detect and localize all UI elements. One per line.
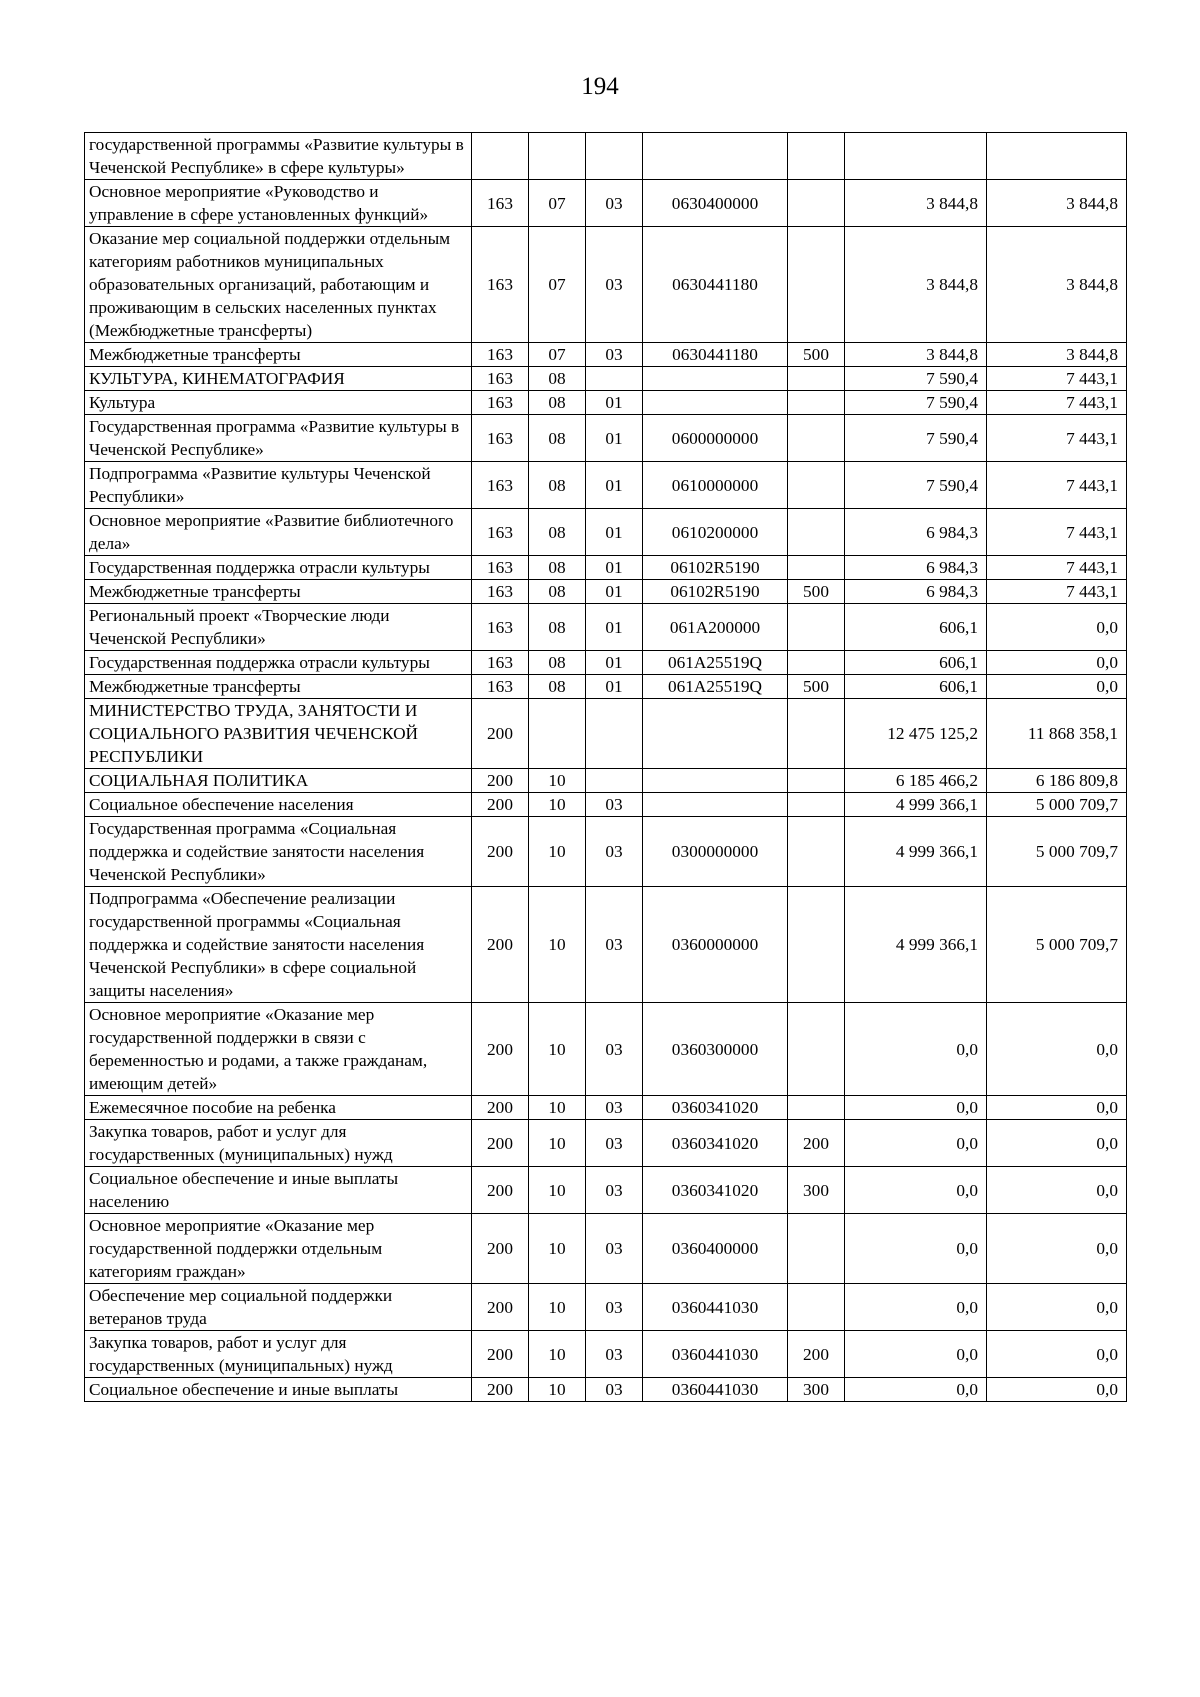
- expense-type-cell: 200: [788, 1331, 845, 1378]
- sum-year-2-cell: 0,0: [987, 651, 1127, 675]
- sum-year-2-cell: 0,0: [987, 675, 1127, 699]
- sum-year-2-cell: 7 443,1: [987, 415, 1127, 462]
- subsection-code-cell: 01: [586, 651, 643, 675]
- target-article-cell: 0360400000: [643, 1214, 788, 1284]
- sum-year-2-cell: 0,0: [987, 604, 1127, 651]
- expense-type-cell: [788, 1284, 845, 1331]
- target-article-cell: 06102R5190: [643, 556, 788, 580]
- sum-year-1-cell: 0,0: [845, 1378, 987, 1402]
- section-code-cell: 10: [529, 817, 586, 887]
- admin-code-cell: 163: [472, 604, 529, 651]
- expense-type-cell: [788, 1214, 845, 1284]
- admin-code-cell: 163: [472, 391, 529, 415]
- row-name-cell: Основное мероприятие «Развитие библиотечного дела»: [85, 509, 472, 556]
- sum-year-1-cell: 0,0: [845, 1331, 987, 1378]
- subsection-code-cell: 01: [586, 391, 643, 415]
- section-code-cell: 08: [529, 580, 586, 604]
- sum-year-1-cell: 0,0: [845, 1003, 987, 1096]
- table-row: [85, 509, 1127, 556]
- expense-type-cell: [788, 180, 845, 227]
- target-article-cell: 06102R5190: [643, 580, 788, 604]
- sum-year-1-cell: 7 590,4: [845, 391, 987, 415]
- section-code-cell: 10: [529, 769, 586, 793]
- table-row: [85, 343, 1127, 367]
- budget-table: [84, 132, 1127, 1402]
- section-code-cell: 08: [529, 462, 586, 509]
- target-article-cell: 061A25519Q: [643, 651, 788, 675]
- subsection-code-cell: 01: [586, 462, 643, 509]
- subsection-code-cell: 03: [586, 1331, 643, 1378]
- sum-year-1-cell: 0,0: [845, 1214, 987, 1284]
- section-code-cell: [529, 699, 586, 769]
- section-code-cell: 10: [529, 887, 586, 1003]
- table-row: [85, 367, 1127, 391]
- subsection-code-cell: 01: [586, 556, 643, 580]
- expense-type-cell: [788, 415, 845, 462]
- subsection-code-cell: 03: [586, 1003, 643, 1096]
- admin-code-cell: 200: [472, 817, 529, 887]
- subsection-code-cell: 01: [586, 675, 643, 699]
- row-name-cell: Региональный проект «Творческие люди Чеченской Республики»: [85, 604, 472, 651]
- target-article-cell: 061A200000: [643, 604, 788, 651]
- expense-type-cell: [788, 604, 845, 651]
- subsection-code-cell: 03: [586, 817, 643, 887]
- section-code-cell: 10: [529, 1096, 586, 1120]
- row-name-cell: Обеспечение мер социальной поддержки ветеранов труда: [85, 1284, 472, 1331]
- section-code-cell: 07: [529, 180, 586, 227]
- expense-type-cell: 300: [788, 1167, 845, 1214]
- expense-type-cell: 500: [788, 343, 845, 367]
- sum-year-2-cell: 0,0: [987, 1096, 1127, 1120]
- sum-year-2-cell: 11 868 358,1: [987, 699, 1127, 769]
- admin-code-cell: 163: [472, 180, 529, 227]
- expense-type-cell: [788, 1003, 845, 1096]
- row-name-cell: Государственная программа «Социальная поддержка и содействие занятости населения Чеченской Республики»: [85, 817, 472, 887]
- sum-year-1-cell: 0,0: [845, 1096, 987, 1120]
- target-article-cell: 0360000000: [643, 887, 788, 1003]
- subsection-code-cell: [586, 769, 643, 793]
- sum-year-2-cell: 7 443,1: [987, 367, 1127, 391]
- subsection-code-cell: 03: [586, 887, 643, 1003]
- admin-code-cell: 163: [472, 675, 529, 699]
- sum-year-1-cell: 12 475 125,2: [845, 699, 987, 769]
- subsection-code-cell: 01: [586, 509, 643, 556]
- section-code-cell: 07: [529, 343, 586, 367]
- target-article-cell: 0630441180: [643, 343, 788, 367]
- section-code-cell: 10: [529, 1003, 586, 1096]
- sum-year-2-cell: 7 443,1: [987, 391, 1127, 415]
- table-row: [85, 556, 1127, 580]
- sum-year-1-cell: 4 999 366,1: [845, 793, 987, 817]
- admin-code-cell: 200: [472, 887, 529, 1003]
- sum-year-1-cell: 6 984,3: [845, 509, 987, 556]
- target-article-cell: [643, 391, 788, 415]
- sum-year-1-cell: 6 185 466,2: [845, 769, 987, 793]
- subsection-code-cell: 03: [586, 1096, 643, 1120]
- section-code-cell: 10: [529, 1331, 586, 1378]
- expense-type-cell: [788, 462, 845, 509]
- section-code-cell: 10: [529, 1214, 586, 1284]
- subsection-code-cell: 01: [586, 580, 643, 604]
- row-name-cell: Государственная программа «Развитие культуры в Чеченской Республике»: [85, 415, 472, 462]
- target-article-cell: 0360441030: [643, 1378, 788, 1402]
- table-row: [85, 1096, 1127, 1120]
- sum-year-2-cell: 0,0: [987, 1331, 1127, 1378]
- admin-code-cell: 200: [472, 1331, 529, 1378]
- expense-type-cell: [788, 651, 845, 675]
- sum-year-2-cell: 3 844,8: [987, 180, 1127, 227]
- row-name-cell: Межбюджетные трансферты: [85, 580, 472, 604]
- section-code-cell: 08: [529, 509, 586, 556]
- admin-code-cell: 163: [472, 509, 529, 556]
- section-code-cell: 10: [529, 1167, 586, 1214]
- row-name-cell: Социальное обеспечение и иные выплаты населению: [85, 1167, 472, 1214]
- expense-type-cell: [788, 1096, 845, 1120]
- row-name-cell: КУЛЬТУРА, КИНЕМАТОГРАФИЯ: [85, 367, 472, 391]
- row-name-cell: Закупка товаров, работ и услуг для государственных (муниципальных) нужд: [85, 1120, 472, 1167]
- expense-type-cell: [788, 227, 845, 343]
- section-code-cell: 10: [529, 1284, 586, 1331]
- subsection-code-cell: [586, 133, 643, 180]
- sum-year-2-cell: 7 443,1: [987, 462, 1127, 509]
- subsection-code-cell: 03: [586, 1167, 643, 1214]
- section-code-cell: [529, 133, 586, 180]
- table-row: [85, 133, 1127, 180]
- admin-code-cell: 163: [472, 462, 529, 509]
- target-article-cell: [643, 367, 788, 391]
- sum-year-2-cell: 7 443,1: [987, 556, 1127, 580]
- sum-year-1-cell: 0,0: [845, 1120, 987, 1167]
- table-row: [85, 1284, 1127, 1331]
- admin-code-cell: 200: [472, 1096, 529, 1120]
- table-row: [85, 180, 1127, 227]
- subsection-code-cell: [586, 367, 643, 391]
- section-code-cell: 10: [529, 1378, 586, 1402]
- sum-year-2-cell: [987, 133, 1127, 180]
- target-article-cell: 0360441030: [643, 1284, 788, 1331]
- subsection-code-cell: 03: [586, 1214, 643, 1284]
- row-name-cell: Основное мероприятие «Оказание мер государственной поддержки отдельным категориям граждан»: [85, 1214, 472, 1284]
- section-code-cell: 07: [529, 227, 586, 343]
- admin-code-cell: 200: [472, 1120, 529, 1167]
- table-row: [85, 604, 1127, 651]
- sum-year-1-cell: [845, 133, 987, 180]
- sum-year-2-cell: 7 443,1: [987, 509, 1127, 556]
- subsection-code-cell: 03: [586, 1284, 643, 1331]
- expense-type-cell: [788, 793, 845, 817]
- sum-year-1-cell: 606,1: [845, 651, 987, 675]
- admin-code-cell: 163: [472, 415, 529, 462]
- expense-type-cell: 500: [788, 580, 845, 604]
- sum-year-2-cell: 5 000 709,7: [987, 887, 1127, 1003]
- sum-year-1-cell: 606,1: [845, 604, 987, 651]
- expense-type-cell: [788, 367, 845, 391]
- admin-code-cell: 200: [472, 1003, 529, 1096]
- target-article-cell: 0360441030: [643, 1331, 788, 1378]
- sum-year-2-cell: 0,0: [987, 1214, 1127, 1284]
- admin-code-cell: 163: [472, 580, 529, 604]
- section-code-cell: 08: [529, 675, 586, 699]
- expense-type-cell: [788, 699, 845, 769]
- table-row: [85, 1378, 1127, 1402]
- expense-type-cell: [788, 887, 845, 1003]
- sum-year-1-cell: 7 590,4: [845, 462, 987, 509]
- target-article-cell: 0300000000: [643, 817, 788, 887]
- admin-code-cell: 163: [472, 651, 529, 675]
- admin-code-cell: 200: [472, 1378, 529, 1402]
- sum-year-1-cell: 0,0: [845, 1284, 987, 1331]
- table-row: [85, 462, 1127, 509]
- target-article-cell: 0630400000: [643, 180, 788, 227]
- row-name-cell: Основное мероприятие «Оказание мер государственной поддержки в связи с беременностью и родами, а также гражданам, имеющим детей»: [85, 1003, 472, 1096]
- expense-type-cell: [788, 133, 845, 180]
- subsection-code-cell: 03: [586, 793, 643, 817]
- row-name-cell: Основное мероприятие «Руководство и управление в сфере установленных функций»: [85, 180, 472, 227]
- admin-code-cell: 200: [472, 769, 529, 793]
- admin-code-cell: 163: [472, 227, 529, 343]
- table-row: [85, 1167, 1127, 1214]
- sum-year-2-cell: 0,0: [987, 1003, 1127, 1096]
- section-code-cell: 08: [529, 391, 586, 415]
- row-name-cell: Оказание мер социальной поддержки отдельным категориям работников муниципальных образовательных организаций, работающим и проживающим в сельских населенных пунктах (Межбюджетные трансферты): [85, 227, 472, 343]
- subsection-code-cell: 03: [586, 343, 643, 367]
- expense-type-cell: [788, 509, 845, 556]
- row-name-cell: Государственная поддержка отрасли культуры: [85, 651, 472, 675]
- expense-type-cell: [788, 769, 845, 793]
- subsection-code-cell: 01: [586, 415, 643, 462]
- target-article-cell: [643, 769, 788, 793]
- table-row: [85, 1331, 1127, 1378]
- sum-year-2-cell: 0,0: [987, 1120, 1127, 1167]
- sum-year-1-cell: 3 844,8: [845, 180, 987, 227]
- target-article-cell: 0600000000: [643, 415, 788, 462]
- sum-year-1-cell: 4 999 366,1: [845, 887, 987, 1003]
- target-article-cell: [643, 133, 788, 180]
- table-row: [85, 415, 1127, 462]
- table-row: [85, 1120, 1127, 1167]
- subsection-code-cell: 03: [586, 180, 643, 227]
- expense-type-cell: [788, 391, 845, 415]
- table-row: [85, 817, 1127, 887]
- expense-type-cell: 200: [788, 1120, 845, 1167]
- table-row: [85, 1214, 1127, 1284]
- section-code-cell: 10: [529, 793, 586, 817]
- expense-type-cell: 500: [788, 675, 845, 699]
- sum-year-1-cell: 3 844,8: [845, 227, 987, 343]
- subsection-code-cell: 03: [586, 1120, 643, 1167]
- admin-code-cell: 200: [472, 793, 529, 817]
- row-name-cell: МИНИСТЕРСТВО ТРУДА, ЗАНЯТОСТИ И СОЦИАЛЬНОГО РАЗВИТИЯ ЧЕЧЕНСКОЙ РЕСПУБЛИКИ: [85, 699, 472, 769]
- row-name-cell: Ежемесячное пособие на ребенка: [85, 1096, 472, 1120]
- subsection-code-cell: [586, 699, 643, 769]
- target-article-cell: 0360300000: [643, 1003, 788, 1096]
- row-name-cell: СОЦИАЛЬНАЯ ПОЛИТИКА: [85, 769, 472, 793]
- table-row: [85, 887, 1127, 1003]
- sum-year-1-cell: 7 590,4: [845, 415, 987, 462]
- sum-year-2-cell: 7 443,1: [987, 580, 1127, 604]
- row-name-cell: Закупка товаров, работ и услуг для государственных (муниципальных) нужд: [85, 1331, 472, 1378]
- table-row: [85, 1003, 1127, 1096]
- expense-type-cell: [788, 817, 845, 887]
- admin-code-cell: 163: [472, 343, 529, 367]
- row-name-cell: Межбюджетные трансферты: [85, 343, 472, 367]
- row-name-cell: Подпрограмма «Развитие культуры Чеченской Республики»: [85, 462, 472, 509]
- section-code-cell: 08: [529, 651, 586, 675]
- sum-year-1-cell: 4 999 366,1: [845, 817, 987, 887]
- subsection-code-cell: 03: [586, 1378, 643, 1402]
- sum-year-1-cell: 606,1: [845, 675, 987, 699]
- row-name-cell: Подпрограмма «Обеспечение реализации государственной программы «Социальная поддержка и содействие занятости населения Чеченской Республики» в сфере социальной защиты населения»: [85, 887, 472, 1003]
- admin-code-cell: 200: [472, 1284, 529, 1331]
- sum-year-2-cell: 5 000 709,7: [987, 817, 1127, 887]
- table-row: [85, 675, 1127, 699]
- admin-code-cell: 200: [472, 699, 529, 769]
- section-code-cell: 08: [529, 556, 586, 580]
- budget-table-body: [85, 133, 1127, 1402]
- sum-year-2-cell: 0,0: [987, 1378, 1127, 1402]
- section-code-cell: 08: [529, 415, 586, 462]
- target-article-cell: 061A25519Q: [643, 675, 788, 699]
- target-article-cell: 0610000000: [643, 462, 788, 509]
- table-row: [85, 769, 1127, 793]
- table-row: [85, 227, 1127, 343]
- table-row: [85, 699, 1127, 769]
- row-name-cell: Государственная поддержка отрасли культуры: [85, 556, 472, 580]
- row-name-cell: Межбюджетные трансферты: [85, 675, 472, 699]
- sum-year-1-cell: 3 844,8: [845, 343, 987, 367]
- admin-code-cell: [472, 133, 529, 180]
- section-code-cell: 08: [529, 604, 586, 651]
- row-name-cell: государственной программы «Развитие культуры в Чеченской Республике» в сфере культуры»: [85, 133, 472, 180]
- table-row: [85, 580, 1127, 604]
- admin-code-cell: 163: [472, 367, 529, 391]
- subsection-code-cell: 03: [586, 227, 643, 343]
- row-name-cell: Социальное обеспечение и иные выплаты: [85, 1378, 472, 1402]
- table-row: [85, 651, 1127, 675]
- sum-year-1-cell: 6 984,3: [845, 556, 987, 580]
- target-article-cell: 0630441180: [643, 227, 788, 343]
- row-name-cell: Социальное обеспечение населения: [85, 793, 472, 817]
- page-number: 194: [581, 73, 619, 100]
- expense-type-cell: 300: [788, 1378, 845, 1402]
- target-article-cell: 0360341020: [643, 1096, 788, 1120]
- admin-code-cell: 200: [472, 1167, 529, 1214]
- table-row: [85, 793, 1127, 817]
- sum-year-2-cell: 5 000 709,7: [987, 793, 1127, 817]
- sum-year-1-cell: 7 590,4: [845, 367, 987, 391]
- admin-code-cell: 200: [472, 1214, 529, 1284]
- target-article-cell: [643, 699, 788, 769]
- sum-year-2-cell: 3 844,8: [987, 343, 1127, 367]
- sum-year-1-cell: 0,0: [845, 1167, 987, 1214]
- sum-year-2-cell: 6 186 809,8: [987, 769, 1127, 793]
- admin-code-cell: 163: [472, 556, 529, 580]
- sum-year-2-cell: 3 844,8: [987, 227, 1127, 343]
- section-code-cell: 08: [529, 367, 586, 391]
- target-article-cell: [643, 793, 788, 817]
- row-name-cell: Культура: [85, 391, 472, 415]
- target-article-cell: 0360341020: [643, 1120, 788, 1167]
- sum-year-1-cell: 6 984,3: [845, 580, 987, 604]
- target-article-cell: 0610200000: [643, 509, 788, 556]
- sum-year-2-cell: 0,0: [987, 1284, 1127, 1331]
- table-row: [85, 391, 1127, 415]
- subsection-code-cell: 01: [586, 604, 643, 651]
- sum-year-2-cell: 0,0: [987, 1167, 1127, 1214]
- section-code-cell: 10: [529, 1120, 586, 1167]
- expense-type-cell: [788, 556, 845, 580]
- target-article-cell: 0360341020: [643, 1167, 788, 1214]
